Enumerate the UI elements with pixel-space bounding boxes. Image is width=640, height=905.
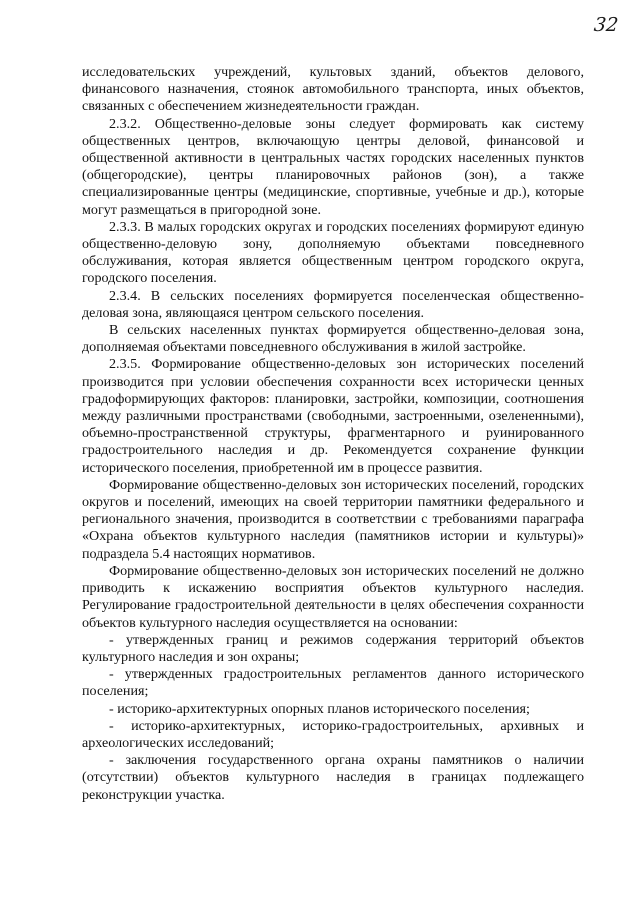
paragraph-rural-settlements: В сельских населенных пунктах формируется общественно-деловая зона, дополняемая объектами повседневного обслуживания в жилой застройке.: [82, 322, 584, 356]
paragraph-regulation-basis: Формирование общественно-деловых зон исторических поселений не должно приводить к искажению восприятия объектов культурного наследия. Регулирование градостроительной деятельности в целях обеспечения сохранности объектов культурного наследия осуществляется на основании:: [82, 562, 584, 631]
list-item-state-conclusion: - заключения государственного органа охраны памятников о наличии (отсутствии) объектов культурного наследия в границах подлежащего реконструкции участка.: [82, 752, 584, 803]
paragraph-2-3-4: 2.3.4. В сельских поселениях формируется поселенческая общественно-деловая зона, являющаяся центром сельского поселения.: [82, 287, 584, 321]
list-item-research: - историко-архитектурных, историко-градостроительных, архивных и археологических исследований;: [82, 717, 584, 751]
page-number: 32: [592, 14, 620, 36]
paragraph-2-3-2: 2.3.2. Общественно-деловые зоны следует формировать как систему общественных центров, включающую центры деловой, финансовой и общественной активности в центральных частях городских населенных пунктов (общегородские), центры планировочных районов (зон), а также специализированные центры (медицинские, спортивные, учебные и др.), которые могут размещаться в пригородной зоне.: [82, 115, 584, 218]
paragraph-monuments-requirements: Формирование общественно-деловых зон исторических поселений, городских округов и поселений, имеющих на своей территории памятники федерального и регионального значения, производится в соответствии с требованиями параграфа «Охрана объектов культурного наследия (памятников истории и культуры)» подраздела 5.4 настоящих нормативов.: [82, 476, 584, 562]
list-item-urban-regulations: - утвержденных градостроительных регламентов данного исторического поселения;: [82, 666, 584, 700]
document-body: [82, 64, 584, 804]
paragraph-continuation: исследовательских учреждений, культовых зданий, объектов делового, финансового назначения, стоянок автомобильного транспорта, иных объектов, связанных с обеспечением жизнедеятельности граждан.: [82, 64, 584, 115]
paragraph-2-3-3: 2.3.3. В малых городских округах и городских поселениях формируют единую общественно-деловую зону, дополняемую объектами повседневного обслуживания, которая является общественным центром городского округа, городского поселения.: [82, 218, 584, 287]
list-item-borders-regimes: - утвержденных границ и режимов содержания территорий объектов культурного наследия и зон охраны;: [82, 631, 584, 665]
paragraph-2-3-5: 2.3.5. Формирование общественно-деловых зон исторических поселений производится при условии обеспечения сохранности всех исторически ценных градоформирующих факторов: планировки, застройки, композиции, соотношения между различными пространствами (свободными, застроенными, озелененными), объемно-пространственной структуры, фрагментарного и руинированного градостроительного наследия и др. Рекомендуется сохранение функции исторического поселения, приобретенной им в процессе развития.: [82, 356, 584, 476]
list-item-reference-plans: - историко-архитектурных опорных планов исторического поселения;: [109, 700, 530, 717]
